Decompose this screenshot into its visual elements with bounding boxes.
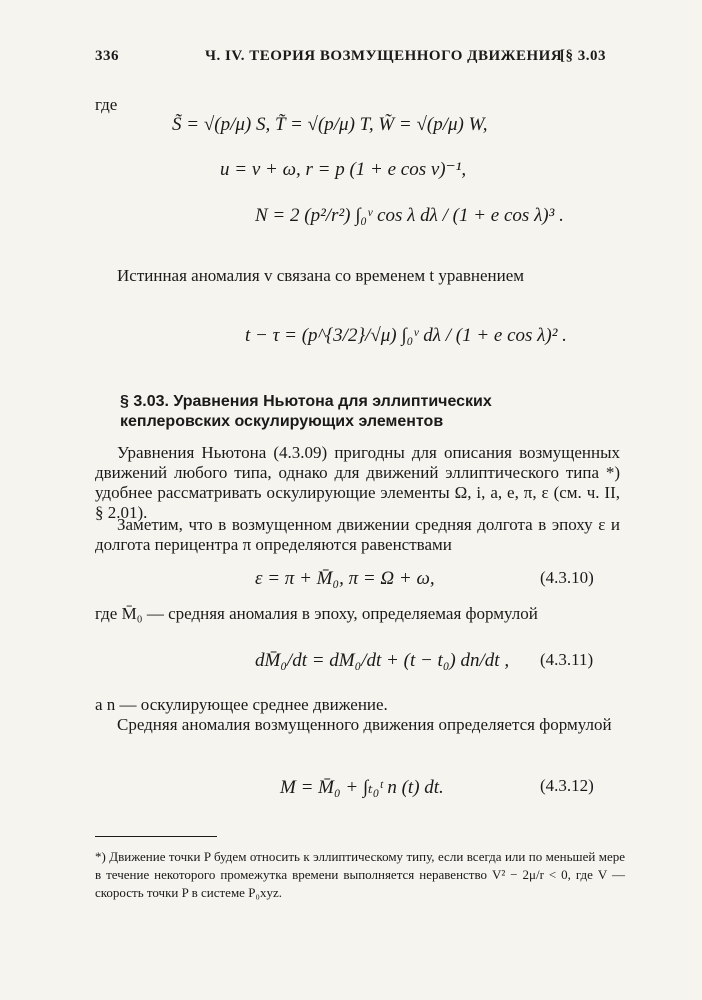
- equation-number-4-3-11: (4.3.11): [540, 650, 594, 669]
- paragraph-newton-equations: Уравнения Ньютона (4.3.09) пригодны для описания возмущенных движений любого типа, однако для движений эллиптического типа *) удобнее рассматривать оскулирующие элементы Ω, i, a, e, π, ε (см. ч. II, § 2.01).: [95, 443, 620, 522]
- equation-4-3-12: M = M̄₀ + ∫ₜ₀ᵗ n (t) dt.: [280, 777, 444, 798]
- equation-N: N = 2 (p²/r²) ∫₀ᵛ cos λ dλ / (1 + e cos λ)³ .: [255, 205, 564, 226]
- running-title: Ч. IV. ТЕОРИЯ ВОЗМУЩЕННОГО ДВИЖЕНИЯ: [205, 48, 563, 64]
- page-number: 336: [95, 48, 119, 64]
- footnote-rule: [95, 836, 217, 837]
- equation-swt: S̃ = √(p/μ) S, T̃ = √(p/μ) T, W̃ = √(p/μ) W,: [172, 114, 488, 135]
- equation-u-r: u = v + ω, r = p (1 + e cos v)⁻¹,: [220, 159, 467, 180]
- section-heading: § 3.03. Уравнения Ньютона для эллиптических кеплеровских оскулирующих элементов: [120, 393, 492, 430]
- paragraph-mean-longitude: Заметим, что в возмущенном движении средняя долгота в эпоху ε и долгота перицентра π определяются равенствами: [95, 515, 620, 554]
- equation-number-4-3-10: (4.3.10): [540, 568, 594, 587]
- section-marker: [§ 3.03: [560, 48, 606, 64]
- paragraph-mean-anomaly: Средняя аномалия возмущенного движения определяется формулой: [117, 715, 612, 734]
- equation-4-3-10: ε = π + M̄₀, π = Ω + ω,: [255, 568, 435, 589]
- where-word: где: [95, 95, 118, 114]
- paragraph-osculating-motion: а n — оскулирующее среднее движение.: [95, 695, 388, 714]
- equation-time: t − τ = (p^{3/2}/√μ) ∫₀ᵛ dλ / (1 + e cos λ)² .: [245, 325, 567, 346]
- equation-4-3-11: dM̄₀/dt = dM₀/dt + (t − t₀) dn/dt ,: [255, 650, 510, 671]
- footnote: *) Движение точки P будем относить к эллиптическому типу, если всегда или по меньшей мере в течение некоторого промежутка времени выполняется неравенство V² − 2μ/r < 0, где V — скорость точки P в системе P₀xyz.: [95, 849, 625, 900]
- paragraph-true-anomaly: Истинная аномалия v связана со временем t уравнением: [117, 266, 525, 285]
- equation-number-4-3-12: (4.3.12): [540, 776, 594, 795]
- paragraph-mean-anomaly-epoch: где M̄₀ — средняя аномалия в эпоху, определяемая формулой: [95, 604, 538, 623]
